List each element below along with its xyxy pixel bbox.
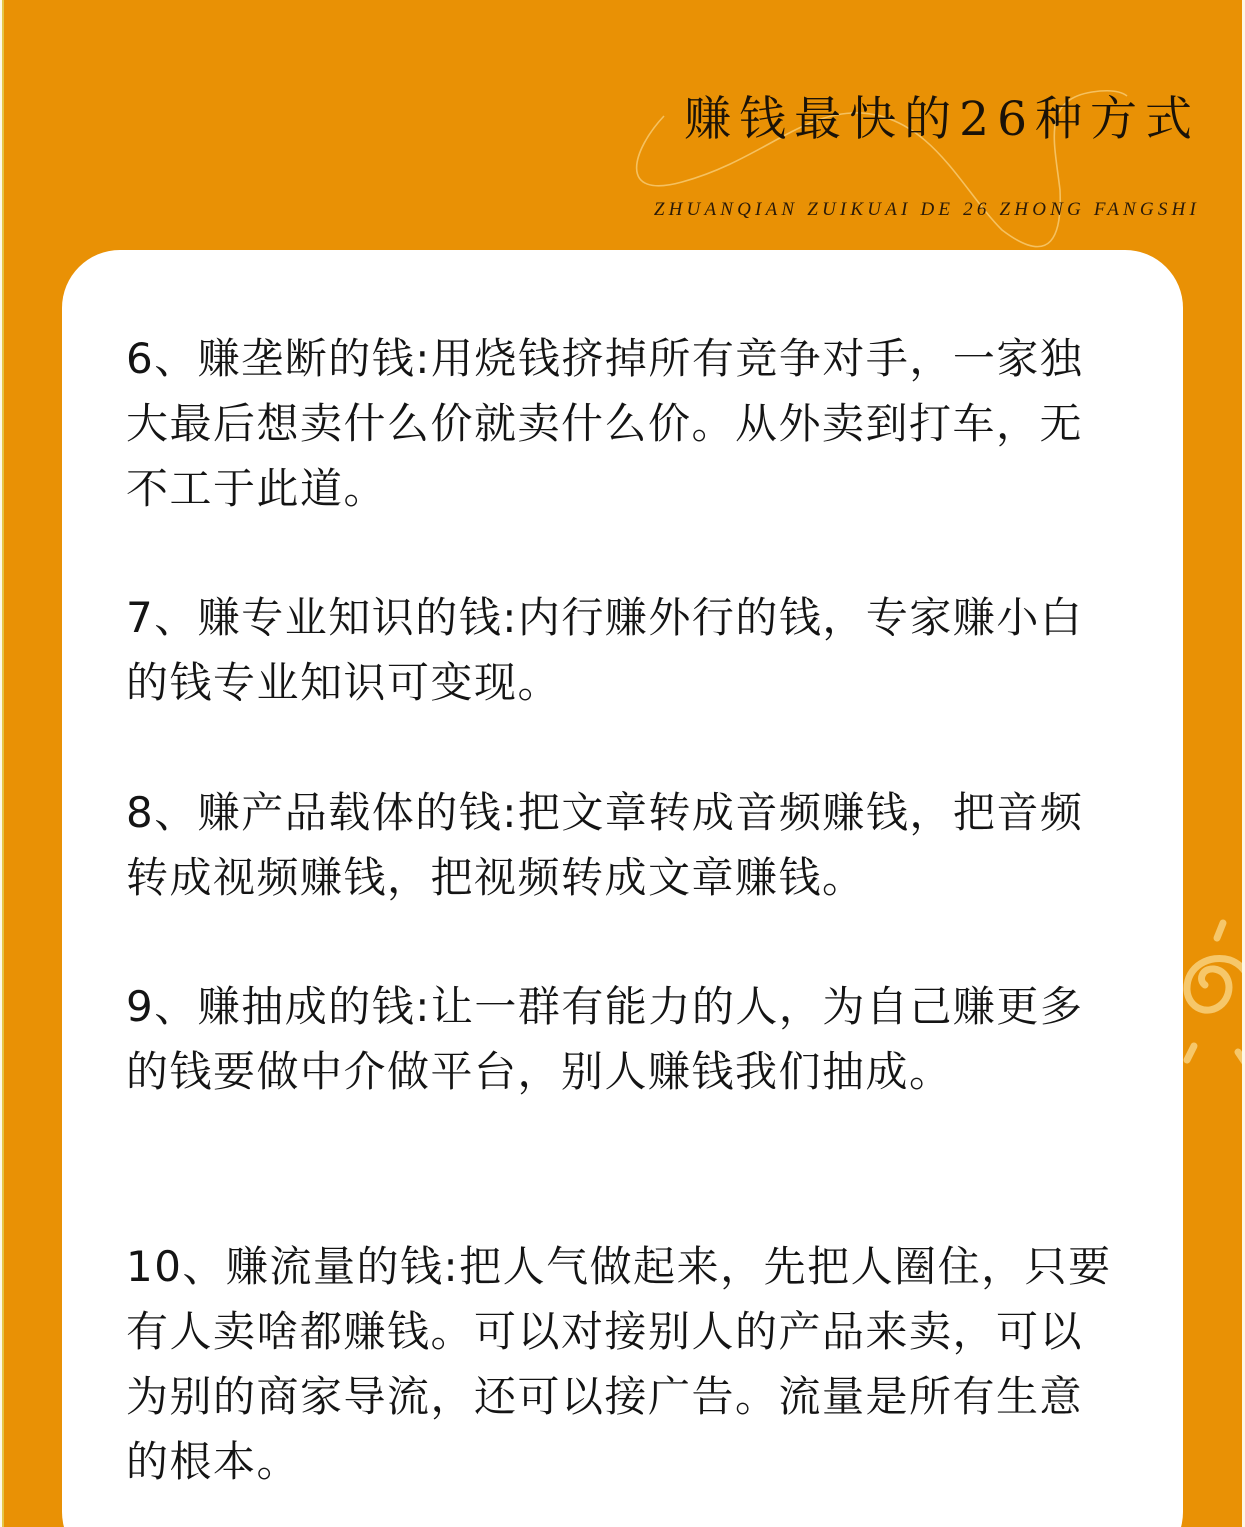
list-item-10: 10、赚流量的钱:把人气做起来，先把人圈住，只要有人卖啥都赚钱。可以对接别人的产品来卖，可以为别的商家导流，还可以接广告。流量是所有生意的根本。	[126, 1242, 1112, 1486]
poster-background	[2, 0, 1242, 1527]
content-card	[62, 250, 1183, 1527]
page-title: 赚钱最快的26种方式	[684, 92, 1200, 147]
list-item-6: 6、赚垄断的钱:用烧钱挤掉所有竞争对手，一家独大最后想卖什么价就卖什么价。从外卖到打车，无不工于此道。	[126, 334, 1084, 513]
list-item-7: 7、赚专业知识的钱:内行赚外行的钱，专家赚小白的钱专业知识可变现。	[126, 593, 1084, 707]
sun-icon	[1187, 923, 1242, 1064]
list-item-8: 8、赚产品载体的钱:把文章转成音频赚钱，把音频转成视频赚钱，把视频转成文章赚钱。	[126, 788, 1084, 902]
list-item-9: 9、赚抽成的钱:让一群有能力的人，为自己赚更多的钱要做中介做平台，别人赚钱我们抽成。	[126, 982, 1084, 1096]
page-subtitle: ZHUANQIAN ZUIKUAI DE 26 ZHONG FANGSHI	[653, 199, 1200, 220]
edge-strip	[2, 0, 4, 1527]
